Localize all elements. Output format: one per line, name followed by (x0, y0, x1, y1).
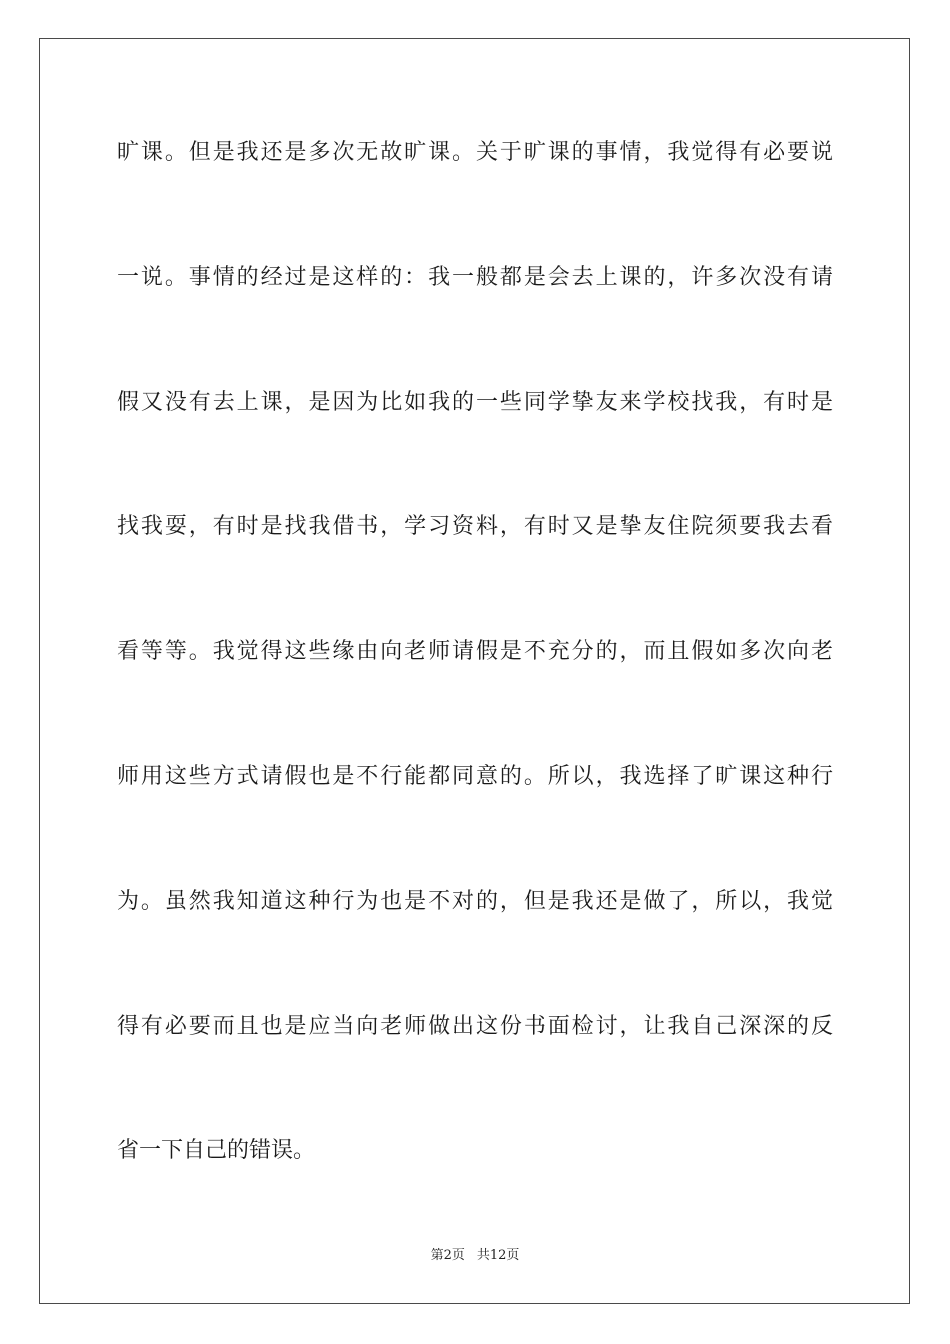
paragraph-line: 看等等。我觉得这些缘由向老师请假是不充分的，而且假如多次向老 (117, 639, 833, 665)
paragraph-line: 师用这些方式请假也是不行能都同意的。所以，我选择了旷课这种行 (117, 763, 833, 789)
paragraph-line: 为。虽然我知道这种行为也是不对的，但是我还是做了，所以，我觉 (117, 888, 833, 914)
paragraph-line: 旷课。但是我还是多次无故旷课。关于旷课的事情，我觉得有必要说 (117, 140, 833, 165)
paragraph-line: 假又没有去上课，是因为比如我的一些同学挚友来学校找我，有时是 (117, 389, 833, 415)
page-total: 共12页 (476, 1248, 520, 1263)
page-number: 第2页 (430, 1248, 465, 1263)
paragraph-line: 一说。事情的经过是这样的：我一般都是会去上课的，许多次没有请 (117, 264, 833, 290)
paragraph-line: 找我耍，有时是找我借书，学习资料，有时又是挚友住院须要我去看 (117, 514, 833, 540)
page-footer (0, 1246, 950, 1266)
paragraph-line: 得有必要而且也是应当向老师做出这份书面检讨，让我自己深深的反 (117, 1013, 833, 1039)
document-body (117, 131, 833, 1254)
paragraph-line: 省一下自己的错误。 (117, 1138, 316, 1164)
